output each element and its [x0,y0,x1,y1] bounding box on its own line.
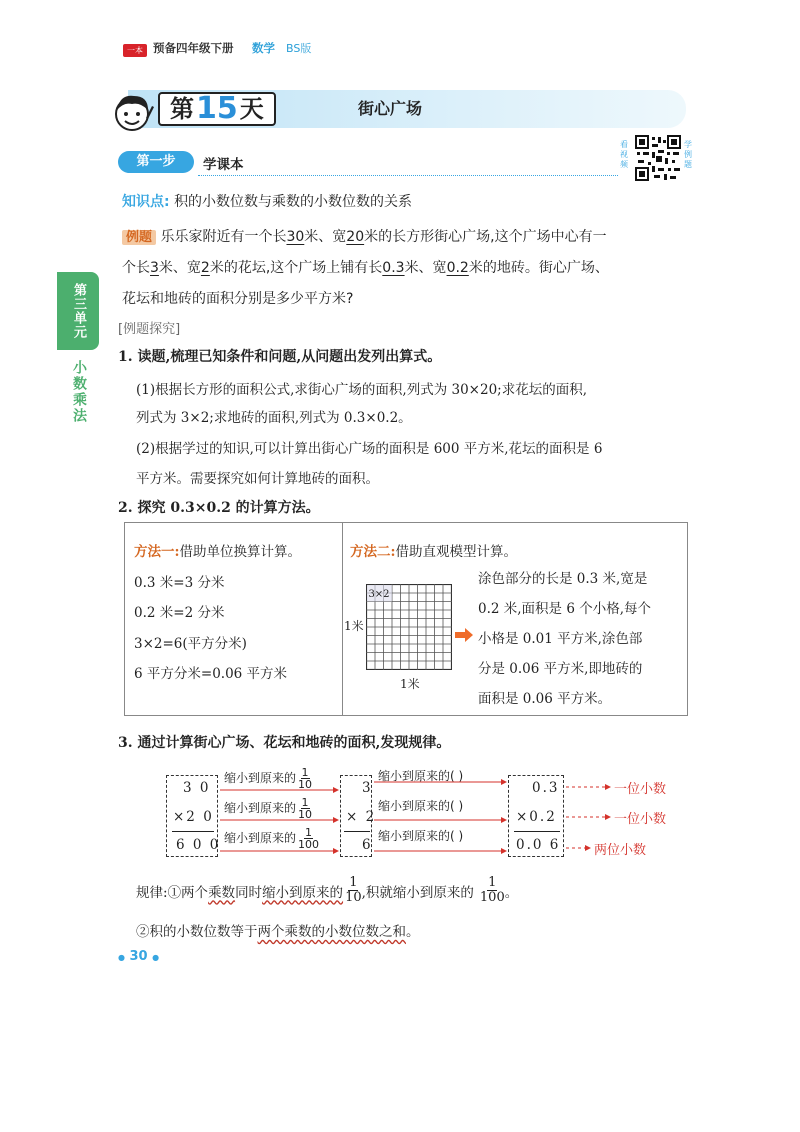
hundred-grid-model [366,584,452,670]
denominator: 100 [479,890,505,905]
example-value: 3 [150,260,159,276]
grid-label: 3×2 [368,589,390,600]
lesson-title: 街心广场 [357,99,422,118]
knowledge-point [122,191,412,211]
col2-rule [344,831,370,832]
rule-highlight: 缩小到原来的 [262,884,344,901]
rule-text: ②积的小数位数等于 [136,924,258,940]
arrow-prefix: 缩小到原来的 [224,801,297,815]
knowledge-text: 积的小数位数与乘数的小数位数的关系 [174,194,413,210]
step1-p2-line2: 平方米。需要探究如何计算地砖的面积。 [136,471,379,487]
decimal-label: 两位小数 [594,843,647,858]
method1-line: 0.3 米=3 分米 [134,575,225,591]
col2-row: 6 [362,837,373,853]
rule-text: 。 [406,924,420,940]
explore-title: [例题探究] [118,322,181,337]
rule-highlight: 两个乘数的小数位数之和 [257,924,406,940]
col2-row: × 2 [346,809,377,825]
example-value: 20 [346,229,365,245]
step1-p1-line2: 列式为 3×2;求地砖的面积,列式为 0.3×0.2。 [136,410,412,426]
rule-text: ,积就缩小到原来的 [361,884,474,901]
method2-line: 小格是 0.01 平方米,涂色部 [478,631,643,647]
example-tag: 例题 [122,230,156,245]
example-text: 米、宽 [158,260,201,276]
example-line-2 [122,257,609,277]
step-divider [198,175,618,176]
method2-line: 涂色部分的长是 0.3 米,宽是 [478,571,648,587]
numerator: 1 [301,766,309,779]
dot-icon: ● [118,953,125,962]
right-arrow-label: 缩小到原来的( ) [378,799,464,813]
step1-p2-line1: (2)根据学过的知识,可以计算出街心广场的面积是 600 平方米,花坛的面积是 6 [136,441,603,457]
grid-side-label: 1米 [344,619,364,633]
fraction [298,767,312,790]
arrow-right-icon [455,628,473,642]
unit-topic: 小数乘法 [71,360,87,424]
method1-heading [134,540,301,560]
rule-text: ①两个 [167,884,209,901]
col3-row: ×0.2 [516,809,557,825]
example-value: 2 [200,260,210,276]
day-suffix: 天 [239,95,264,123]
example-text: 米、宽 [404,260,447,276]
dot-icon: ● [152,953,160,962]
day-badge [158,92,276,126]
example-text: 米的花坛,这个广场上铺有长 [209,260,383,276]
method1-line: 6 平方分米=0.06 平方米 [134,666,288,682]
example-line-1 [122,226,607,246]
col3-row: 0.0 6 [516,837,561,853]
left-arrow-label [224,797,312,820]
col3-rule [514,831,560,832]
step1-title: 1. 读题,梳理已知条件和问题,从问题出发列出算式。 [118,349,442,365]
method1-desc: 借助单位换算计算。 [179,544,301,560]
col2-row: 3 [362,780,373,796]
example-text: 乐乐家附近有一个长 [160,229,287,245]
rule-highlight: 乘数 [208,884,236,901]
step3-title: 3. 通过计算街心广场、花坛和地砖的面积,发现规律。 [118,735,451,751]
example-text: 米的地砖。街心广场、 [468,260,609,276]
qr-caption-left: 看视频 [620,140,628,169]
qr-caption-right: 学例题 [684,140,692,169]
rule-label: 规律: [136,884,168,901]
rule-text: 。 [504,884,519,901]
right-arrow-label: 缩小到原来的( ) [378,769,464,783]
method1-line: 3×2=6(平方分米) [134,636,247,652]
rule-fraction [480,876,505,905]
rule-fraction [345,876,362,905]
example-line-3: 花坛和地砖的面积分别是多少平方米? [122,291,354,307]
method1-title: 方法一: [134,544,180,560]
rule-line-1 [136,876,518,905]
left-arrow-label [224,767,312,790]
method2-line: 0.2 米,面积是 6 个小格,每个 [478,601,652,617]
left-arrow-label [224,827,319,850]
day-number: 15 [196,91,238,126]
fraction [298,797,312,820]
example-text: 米、宽 [304,229,347,245]
arrow-prefix: 缩小到原来的 [224,831,297,845]
rule-line-2 [136,920,420,940]
grid-bottom-label: 1米 [400,677,420,691]
method2-title: 方法二: [350,544,396,560]
numerator: 1 [349,875,358,890]
unit-tab: 第三单元 [57,272,99,350]
step-pill: 第一步 [118,151,194,173]
decimal-label: 一位小数 [614,812,667,827]
numerator: 1 [301,796,309,809]
numerator: 1 [305,826,313,839]
col3-row: 0.3 [532,780,560,796]
denominator: 10 [345,890,362,905]
col1-row: 6 0 0 [176,837,221,853]
denominator: 10 [298,808,313,821]
publisher-badge: 一本 [123,44,147,57]
qr-code-icon[interactable] [634,134,682,182]
col1-rule [172,831,214,832]
right-arrow-label: 缩小到原来的( ) [378,829,464,843]
knowledge-label: 知识点: [122,194,170,210]
method2-desc: 借助直观模型计算。 [395,544,517,560]
method-divider [342,522,343,716]
subject-label: 数学 [252,41,275,55]
method2-line: 面积是 0.06 平方米。 [478,691,612,707]
edition-label: BS版 [286,42,312,55]
page-number [118,949,159,964]
rule-text: 同时 [235,884,263,901]
method2-line: 分是 0.06 平方米,即地砖的 [478,661,643,677]
example-value: 0.2 [446,260,469,276]
day-prefix: 第 [170,95,194,123]
method1-line: 0.2 米=2 分米 [134,605,225,621]
example-value: 30 [286,229,305,245]
page-number-value: 30 [129,949,148,964]
denominator: 10 [298,778,313,791]
decimal-label: 一位小数 [614,782,667,797]
fraction [298,827,319,850]
step1-p1-line1: (1)根据长方形的面积公式,求街心广场的面积,列式为 30×20;求花坛的面积, [136,382,588,398]
col1-row: ×2 0 [173,809,214,825]
method2-heading [350,540,517,560]
denominator: 100 [298,838,320,851]
example-value: 0.3 [382,260,405,276]
step2-title: 2. 探究 0.3×0.2 的计算方法。 [118,500,320,516]
step-name: 学课本 [203,157,244,173]
col1-row: 3 0 [183,780,211,796]
boy-mascot-icon [110,88,156,136]
arrow-prefix: 缩小到原来的 [224,771,297,785]
example-text: 个长 [122,260,150,276]
book-title: 预备四年级下册 [153,41,234,55]
numerator: 1 [488,875,497,890]
example-text: 米的长方形街心广场,这个广场中心有一 [364,229,607,245]
